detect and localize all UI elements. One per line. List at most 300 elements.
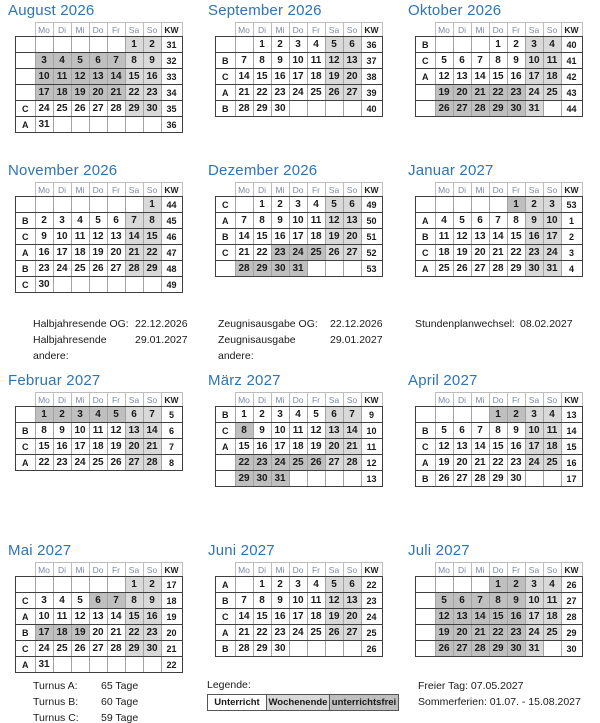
day-cell: 29 <box>253 101 271 117</box>
turnus-cell: A <box>416 261 436 277</box>
day-cell <box>325 101 343 117</box>
kw-cell: 40 <box>561 37 582 53</box>
turnus-cell: B <box>16 423 36 439</box>
kw-cell: 12 <box>361 455 382 471</box>
day-cell: 9 <box>507 593 525 609</box>
day-cell: 20 <box>343 229 361 245</box>
report-info-column <box>218 316 383 364</box>
day-header: Mo <box>435 563 453 577</box>
day-cell: 8 <box>125 593 143 609</box>
day-cell: 29 <box>489 101 507 117</box>
holiday-notes <box>418 678 581 710</box>
day-cell: 27 <box>89 101 107 117</box>
day-cell: 13 <box>325 423 343 439</box>
day-cell: 4 <box>89 407 107 423</box>
day-cell: 17 <box>71 439 89 455</box>
month-block <box>200 372 400 487</box>
day-cell <box>125 277 143 293</box>
day-cell: 9 <box>271 53 289 69</box>
day-cell: 15 <box>235 439 253 455</box>
turnus-cell: C <box>216 197 236 213</box>
day-cell <box>35 197 53 213</box>
day-cell: 19 <box>435 85 453 101</box>
turnus-cell: B <box>16 213 36 229</box>
day-header: Di <box>453 183 471 197</box>
day-cell <box>435 37 453 53</box>
day-header: Sa <box>325 393 343 407</box>
day-cell: 15 <box>489 69 507 85</box>
turnus-cell <box>16 53 36 69</box>
day-cell <box>489 197 507 213</box>
day-cell: 28 <box>471 641 489 657</box>
day-header: Mi <box>271 23 289 37</box>
day-cell: 19 <box>435 625 453 641</box>
turnus-cell <box>216 455 236 471</box>
day-cell: 19 <box>453 245 471 261</box>
day-cell: 6 <box>343 37 361 53</box>
kw-cell: 47 <box>161 245 182 261</box>
day-cell <box>453 577 471 593</box>
day-cell: 5 <box>107 407 125 423</box>
day-header: Mi <box>71 183 89 197</box>
day-cell: 17 <box>35 625 53 641</box>
day-header: So <box>343 183 361 197</box>
day-cell: 19 <box>325 69 343 85</box>
day-cell: 12 <box>107 423 125 439</box>
kw-cell: 53 <box>361 261 382 277</box>
turnus-header-spacer <box>16 563 36 577</box>
day-cell: 9 <box>507 423 525 439</box>
day-cell: 30 <box>525 261 543 277</box>
day-cell: 25 <box>543 85 561 101</box>
day-header: So <box>143 563 161 577</box>
day-cell: 16 <box>53 439 71 455</box>
kw-cell: 30 <box>561 641 582 657</box>
kw-cell: 19 <box>161 609 182 625</box>
day-cell: 6 <box>343 197 361 213</box>
day-cell: 24 <box>525 625 543 641</box>
day-cell: 11 <box>289 423 307 439</box>
month-block <box>200 542 400 673</box>
day-header: Mi <box>71 563 89 577</box>
day-header: Mo <box>235 563 253 577</box>
day-cell: 8 <box>489 53 507 69</box>
day-cell: 28 <box>471 101 489 117</box>
day-cell: 26 <box>435 471 453 487</box>
day-cell: 5 <box>307 407 325 423</box>
day-cell: 28 <box>125 261 143 277</box>
day-cell <box>289 641 307 657</box>
day-cell: 21 <box>235 85 253 101</box>
day-cell: 20 <box>325 439 343 455</box>
day-cell: 16 <box>507 609 525 625</box>
day-cell: 12 <box>435 69 453 85</box>
day-header: Fr <box>507 393 525 407</box>
kw-cell: 29 <box>561 625 582 641</box>
turnus-cell: A <box>16 245 36 261</box>
calendar-table <box>215 22 383 117</box>
turnus-cell: C <box>16 229 36 245</box>
turnus-cell: A <box>216 85 236 101</box>
day-cell: 5 <box>71 593 89 609</box>
day-cell: 10 <box>525 423 543 439</box>
day-cell: 30 <box>143 641 161 657</box>
day-cell <box>453 37 471 53</box>
turnus-cell <box>16 407 36 423</box>
day-cell <box>71 577 89 593</box>
day-header: So <box>343 563 361 577</box>
day-cell: 9 <box>253 423 271 439</box>
day-cell <box>307 101 325 117</box>
day-cell: 3 <box>71 407 89 423</box>
day-cell: 15 <box>125 69 143 85</box>
day-cell: 20 <box>107 245 125 261</box>
day-cell: 25 <box>307 245 325 261</box>
month-title: Januar 2027 <box>408 162 494 179</box>
day-cell: 12 <box>325 53 343 69</box>
turnus-cell <box>216 37 236 53</box>
day-cell: 22 <box>253 85 271 101</box>
day-cell: 5 <box>435 593 453 609</box>
day-cell: 16 <box>525 229 543 245</box>
day-cell: 11 <box>307 213 325 229</box>
month-title: Oktober 2026 <box>408 2 502 19</box>
turnus-header-spacer <box>216 563 236 577</box>
day-cell: 1 <box>125 37 143 53</box>
day-cell: 23 <box>507 455 525 471</box>
calendar-table <box>215 562 383 657</box>
day-cell: 18 <box>307 609 325 625</box>
day-cell: 13 <box>343 593 361 609</box>
turnus-header-spacer <box>16 23 36 37</box>
kw-cell: 39 <box>361 85 382 101</box>
day-cell <box>89 197 107 213</box>
day-cell <box>471 197 489 213</box>
day-cell: 17 <box>543 229 561 245</box>
day-cell: 17 <box>525 609 543 625</box>
month-title: Juli 2027 <box>408 542 470 559</box>
day-cell <box>35 37 53 53</box>
day-cell: 28 <box>489 261 507 277</box>
turnus-header-spacer <box>216 393 236 407</box>
turnus-cell <box>416 641 436 657</box>
month-title: November 2026 <box>8 162 118 179</box>
day-header: Mi <box>471 563 489 577</box>
day-cell: 23 <box>35 261 53 277</box>
kw-cell: 20 <box>161 625 182 641</box>
day-cell: 23 <box>253 455 271 471</box>
turnus-cell: C <box>416 53 436 69</box>
day-cell: 12 <box>71 609 89 625</box>
day-cell <box>35 577 53 593</box>
month-block <box>200 162 400 293</box>
day-cell: 10 <box>35 609 53 625</box>
day-cell: 18 <box>53 85 71 101</box>
day-cell: 8 <box>507 213 525 229</box>
month-title: Februar 2027 <box>8 372 101 389</box>
kw-cell: 44 <box>561 101 582 117</box>
day-cell: 27 <box>325 455 343 471</box>
day-header: Fr <box>307 183 325 197</box>
day-cell: 2 <box>35 213 53 229</box>
day-cell: 29 <box>235 471 253 487</box>
day-cell: 4 <box>435 213 453 229</box>
day-cell: 14 <box>343 423 361 439</box>
day-cell: 2 <box>271 37 289 53</box>
day-cell <box>325 471 343 487</box>
day-header: Do <box>89 563 107 577</box>
day-cell: 2 <box>53 407 71 423</box>
day-cell: 15 <box>489 439 507 455</box>
day-cell: 2 <box>143 37 161 53</box>
day-cell: 21 <box>235 245 253 261</box>
kw-cell: 43 <box>561 85 582 101</box>
info-label: Zeugnisausgabe andere: <box>218 334 296 362</box>
turnus-cell: B <box>416 471 436 487</box>
day-cell <box>543 101 561 117</box>
day-cell: 30 <box>507 101 525 117</box>
kw-header: KW <box>361 23 382 37</box>
day-cell: 14 <box>107 69 125 85</box>
month-block <box>400 372 600 487</box>
day-cell: 31 <box>35 657 53 673</box>
day-header: Sa <box>525 393 543 407</box>
day-cell: 11 <box>543 53 561 69</box>
kw-cell: 15 <box>561 439 582 455</box>
day-cell: 21 <box>471 85 489 101</box>
day-cell: 1 <box>125 577 143 593</box>
day-header: Sa <box>125 393 143 407</box>
day-cell: 29 <box>507 261 525 277</box>
day-cell: 11 <box>71 229 89 245</box>
day-cell <box>543 471 561 487</box>
day-cell: 19 <box>71 625 89 641</box>
day-cell: 14 <box>143 423 161 439</box>
day-header: Do <box>489 393 507 407</box>
day-cell: 30 <box>143 101 161 117</box>
day-cell: 23 <box>525 245 543 261</box>
info-label: Zeugnisausgabe OG: <box>218 318 318 330</box>
day-cell: 6 <box>471 213 489 229</box>
info-value: 29.01.2027 <box>330 334 383 346</box>
day-cell: 27 <box>343 85 361 101</box>
day-cell: 3 <box>525 37 543 53</box>
day-cell: 14 <box>235 609 253 625</box>
day-cell: 27 <box>343 625 361 641</box>
month-band-2 <box>0 162 600 293</box>
kw-header: KW <box>361 393 382 407</box>
day-cell: 22 <box>125 85 143 101</box>
day-cell <box>435 407 453 423</box>
month-block <box>0 2 200 133</box>
turnus-cell <box>16 577 36 593</box>
day-cell: 28 <box>107 641 125 657</box>
day-cell: 16 <box>271 69 289 85</box>
day-cell: 30 <box>507 471 525 487</box>
kw-header: KW <box>161 183 182 197</box>
day-cell: 7 <box>343 407 361 423</box>
free-day-note: Freier Tag: 07.05.2027 <box>418 680 524 692</box>
calendar-table <box>415 392 583 487</box>
turnus-cell: C <box>216 69 236 85</box>
day-cell: 18 <box>435 245 453 261</box>
info-value: 22.12.2026 <box>330 318 383 330</box>
day-header: Sa <box>525 183 543 197</box>
kw-header: KW <box>561 393 582 407</box>
day-cell: 23 <box>143 625 161 641</box>
day-cell: 4 <box>543 37 561 53</box>
day-cell: 10 <box>289 53 307 69</box>
turnus-cell <box>16 85 36 101</box>
day-cell: 17 <box>289 609 307 625</box>
day-header: Fr <box>307 393 325 407</box>
day-cell: 2 <box>253 407 271 423</box>
kw-header: KW <box>561 23 582 37</box>
day-cell: 12 <box>325 593 343 609</box>
month-title: April 2027 <box>408 372 478 389</box>
day-header: Di <box>253 23 271 37</box>
day-cell: 31 <box>35 117 53 133</box>
day-cell: 15 <box>253 609 271 625</box>
day-cell: 15 <box>253 229 271 245</box>
day-cell: 20 <box>125 439 143 455</box>
day-cell: 12 <box>71 69 89 85</box>
day-cell: 17 <box>35 85 53 101</box>
kw-cell: 21 <box>161 641 182 657</box>
turnus-cell: C <box>16 641 36 657</box>
day-cell: 8 <box>125 53 143 69</box>
day-cell: 19 <box>307 439 325 455</box>
turnus-cell: B <box>216 593 236 609</box>
kw-cell: 27 <box>561 593 582 609</box>
day-cell: 25 <box>289 455 307 471</box>
turnus-cell <box>416 577 436 593</box>
day-cell: 25 <box>89 455 107 471</box>
day-cell: 20 <box>453 85 471 101</box>
day-cell: 20 <box>453 455 471 471</box>
day-cell: 19 <box>71 85 89 101</box>
day-cell: 31 <box>525 641 543 657</box>
day-cell: 15 <box>507 229 525 245</box>
day-cell: 3 <box>271 407 289 423</box>
day-cell: 26 <box>89 261 107 277</box>
kw-cell: 6 <box>161 423 182 439</box>
day-cell: 25 <box>71 261 89 277</box>
day-cell: 5 <box>435 53 453 69</box>
day-header: Mi <box>271 183 289 197</box>
day-cell: 18 <box>543 439 561 455</box>
day-cell: 25 <box>543 625 561 641</box>
day-cell <box>343 261 361 277</box>
day-cell: 29 <box>253 261 271 277</box>
month-band-4 <box>0 542 600 673</box>
day-header: Sa <box>525 563 543 577</box>
month-title: Mai 2027 <box>8 542 72 559</box>
kw-cell: 50 <box>361 213 382 229</box>
day-cell: 28 <box>343 455 361 471</box>
day-cell: 8 <box>253 213 271 229</box>
day-cell: 7 <box>235 593 253 609</box>
turnus-cell: A <box>16 117 36 133</box>
turnus-cell: A <box>216 213 236 229</box>
day-cell: 6 <box>89 593 107 609</box>
turnus-cell: A <box>16 657 36 673</box>
day-cell: 10 <box>35 69 53 85</box>
month-title: März 2027 <box>208 372 281 389</box>
turnus-label: Turnus B: <box>33 696 79 708</box>
day-cell: 24 <box>71 455 89 471</box>
kw-cell: 16 <box>561 455 582 471</box>
kw-header: KW <box>361 183 382 197</box>
day-cell: 18 <box>89 439 107 455</box>
day-cell: 10 <box>53 229 71 245</box>
day-cell: 3 <box>289 577 307 593</box>
day-cell <box>89 277 107 293</box>
day-cell: 25 <box>435 261 453 277</box>
day-cell: 24 <box>289 85 307 101</box>
day-cell: 20 <box>453 625 471 641</box>
day-cell <box>471 577 489 593</box>
day-cell: 22 <box>489 85 507 101</box>
day-cell: 11 <box>543 423 561 439</box>
kw-cell: 36 <box>161 117 182 133</box>
day-cell: 7 <box>107 53 125 69</box>
turnus-cell: C <box>16 439 36 455</box>
day-cell: 13 <box>343 53 361 69</box>
day-header: Do <box>89 183 107 197</box>
day-cell: 22 <box>35 455 53 471</box>
kw-cell: 8 <box>161 455 182 471</box>
turnus-cell: C <box>216 245 236 261</box>
day-cell: 5 <box>89 213 107 229</box>
day-cell: 12 <box>453 229 471 245</box>
kw-cell: 36 <box>361 37 382 53</box>
kw-cell: 2 <box>561 229 582 245</box>
day-cell: 26 <box>325 245 343 261</box>
day-cell <box>289 101 307 117</box>
day-cell: 20 <box>89 625 107 641</box>
day-cell: 28 <box>143 455 161 471</box>
day-cell: 30 <box>35 277 53 293</box>
day-cell: 6 <box>453 593 471 609</box>
day-header: Sa <box>325 183 343 197</box>
day-cell: 24 <box>525 455 543 471</box>
day-header: Do <box>489 183 507 197</box>
legend-item-unterricht: Unterricht <box>207 694 267 711</box>
turnus-cell: C <box>416 245 436 261</box>
day-cell: 15 <box>125 609 143 625</box>
day-cell: 9 <box>507 53 525 69</box>
day-cell: 27 <box>89 641 107 657</box>
day-cell: 1 <box>489 577 507 593</box>
info-label: Halbjahresende OG: <box>33 318 129 330</box>
day-header: So <box>143 183 161 197</box>
day-cell: 2 <box>143 577 161 593</box>
day-cell <box>343 101 361 117</box>
day-cell: 19 <box>325 609 343 625</box>
day-cell: 5 <box>453 213 471 229</box>
day-cell: 29 <box>253 641 271 657</box>
day-cell: 25 <box>53 101 71 117</box>
kw-cell: 37 <box>361 53 382 69</box>
kw-cell: 9 <box>361 407 382 423</box>
day-cell: 29 <box>143 261 161 277</box>
day-cell: 14 <box>107 609 125 625</box>
semester-info-column <box>33 316 188 364</box>
legend-item-unterrichtsfrei: unterrichtsfrei <box>330 694 399 711</box>
day-header: Di <box>453 23 471 37</box>
turnus-cell <box>416 197 436 213</box>
